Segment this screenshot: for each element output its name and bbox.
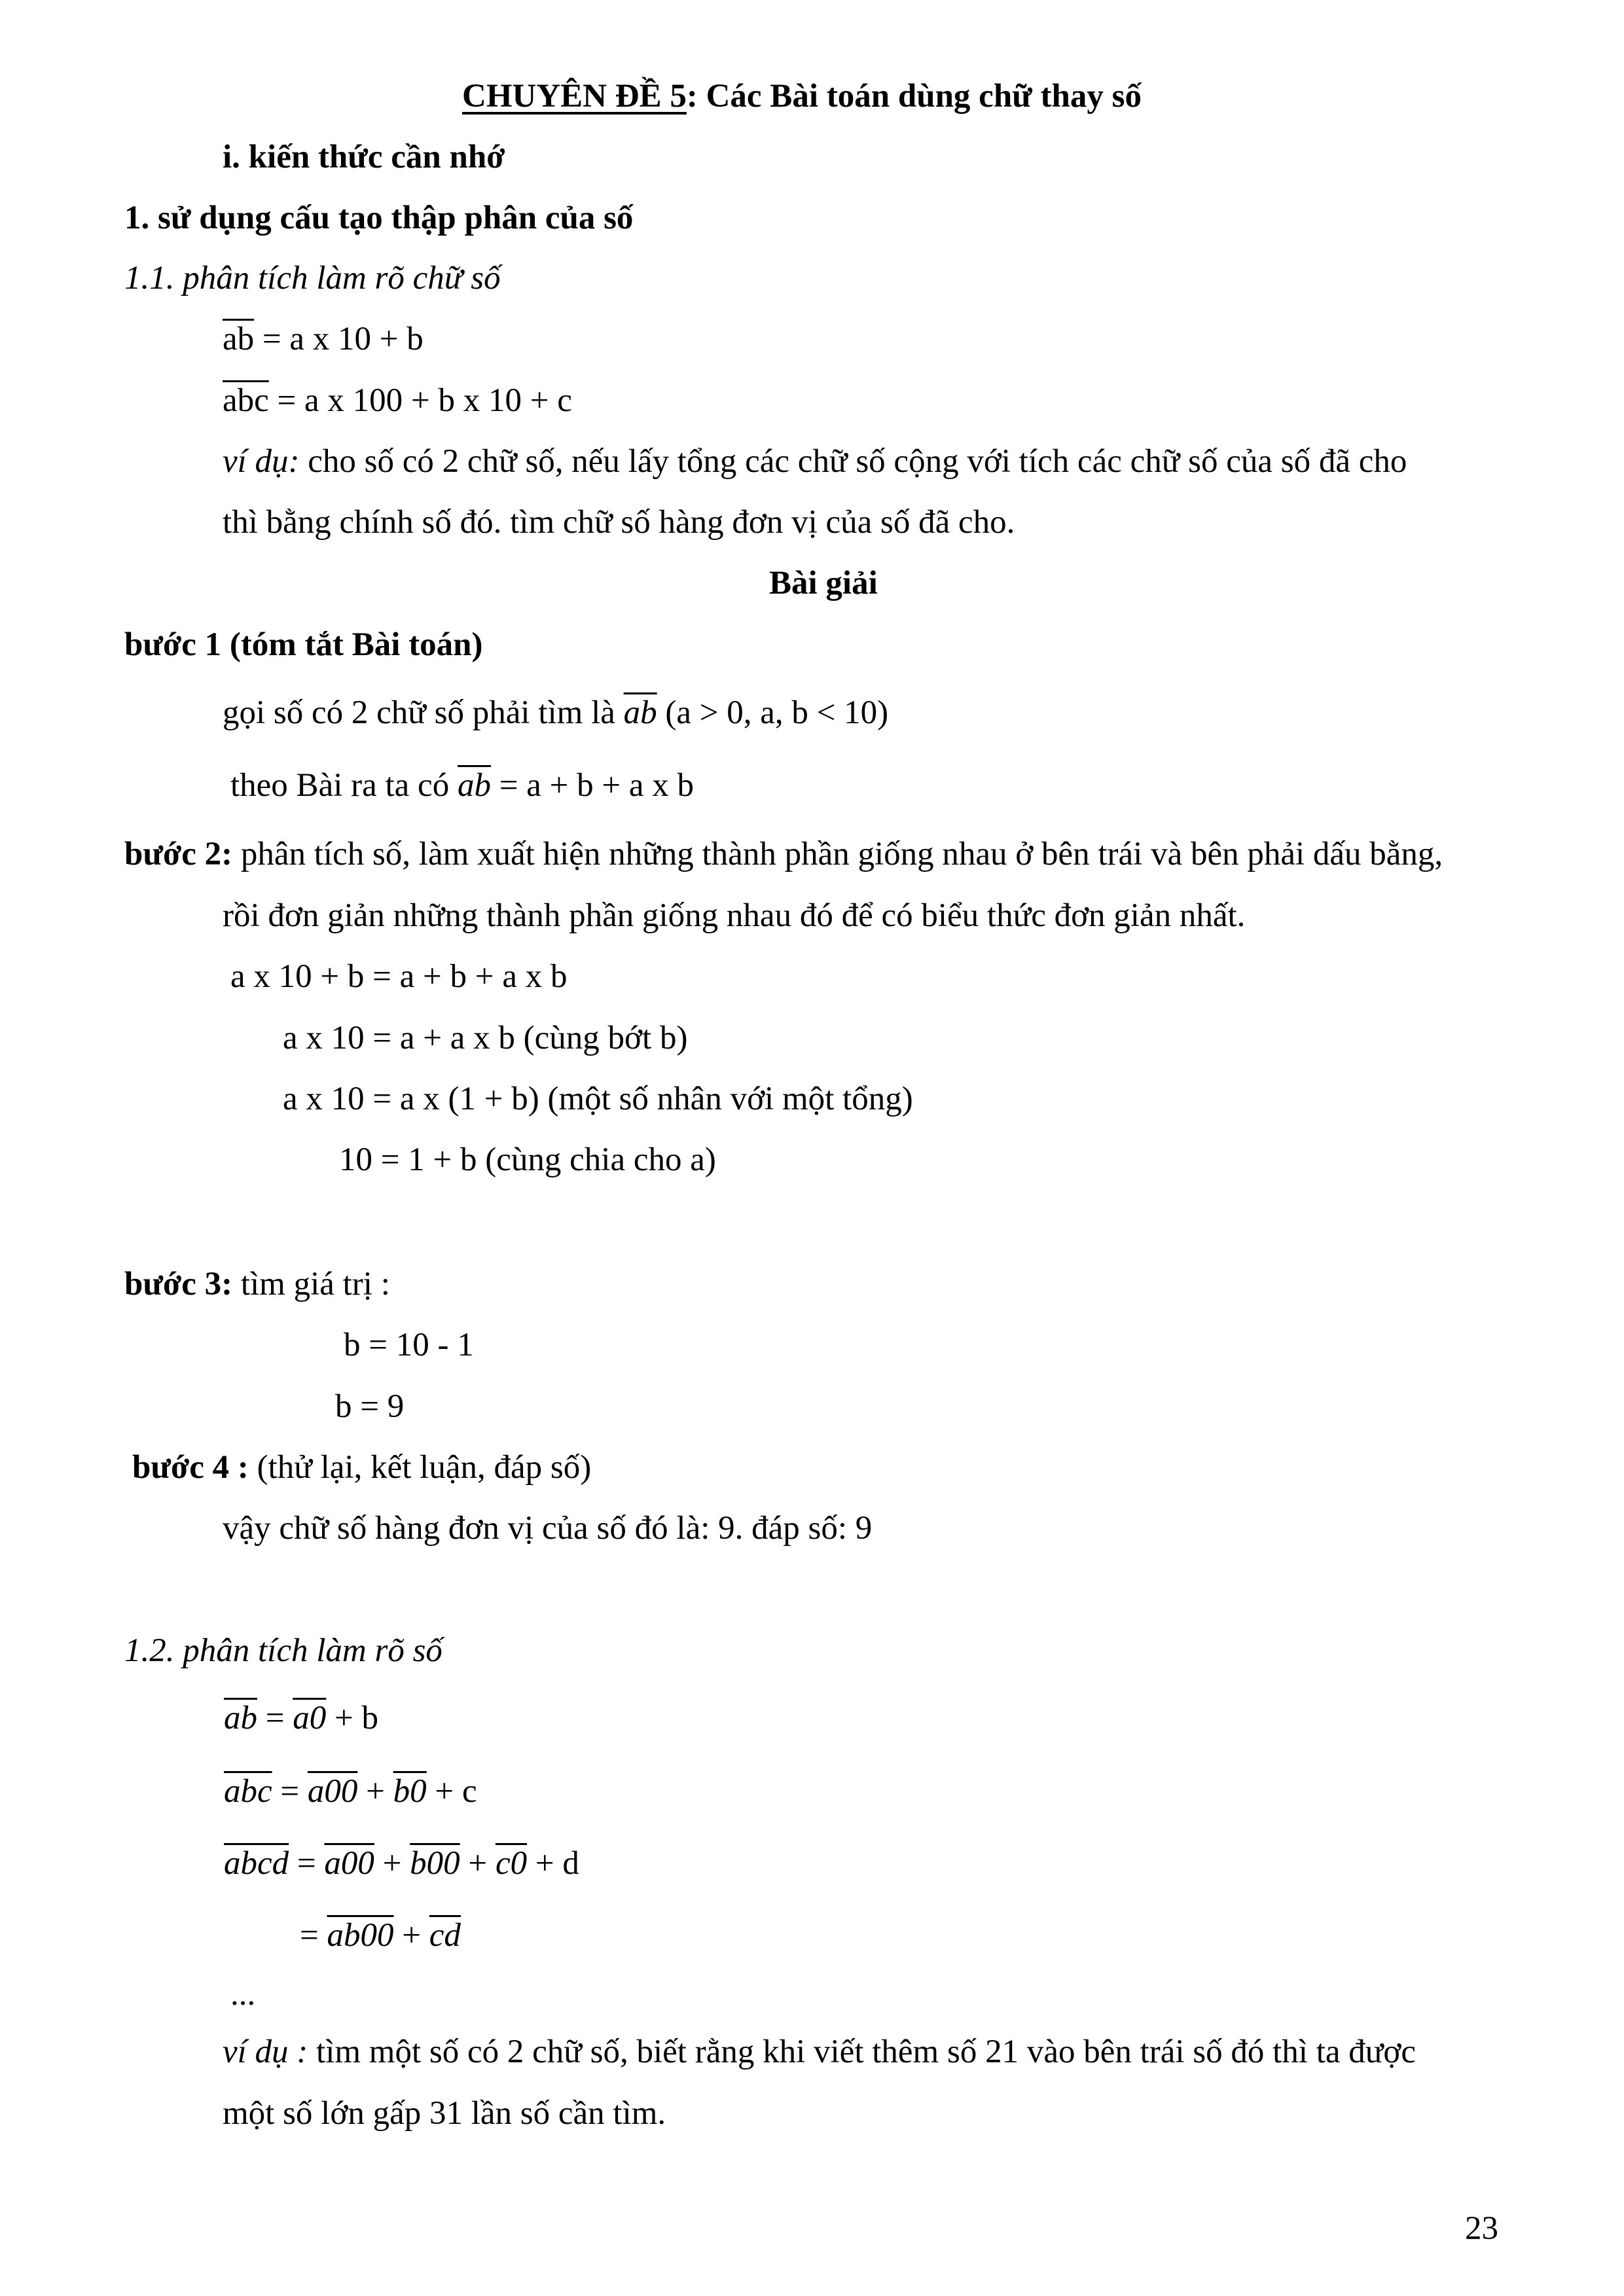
decomp-b0: b0 xyxy=(393,1773,427,1810)
step3-text: tìm giá trị : xyxy=(232,1266,390,1302)
decomp-d: d xyxy=(562,1845,579,1882)
decomp-cd: $\overline{cd}$ xyxy=(429,1917,461,1954)
decomp-ab00: ab00 xyxy=(327,1917,394,1954)
decomp-eq-1: = xyxy=(257,1700,293,1736)
step4-conclusion: vậy chữ số hàng đơn vị của số đó là: 9. đáp số: 9 xyxy=(223,1510,873,1547)
decomp-c0: c0 xyxy=(495,1845,528,1882)
decomp-abc: $\overline{abc}$ xyxy=(224,1773,272,1810)
step3-line xyxy=(124,1268,390,1301)
decomp-row-3 xyxy=(224,1847,579,1880)
step1-line2 xyxy=(230,769,694,802)
page-title xyxy=(462,80,1142,113)
step3-calc-2: b = 9 xyxy=(335,1388,405,1425)
decomp-ab: $\overline{ab}$ xyxy=(224,1700,257,1736)
subsection-1-2-heading: 1.2. phân tích làm rõ số xyxy=(124,1632,442,1669)
example2-label: ví dụ : xyxy=(223,2034,308,2070)
step2-calc-2: a x 10 = a + a x b (cùng bớt b) xyxy=(283,1020,688,1056)
decomp-plus-2a: + xyxy=(357,1773,393,1810)
step1-line1-post: (a > 0, a, b < 10) xyxy=(657,694,889,731)
step2-calc-3: a x 10 = a x (1 + b) (một số nhân với một tổng) xyxy=(283,1081,913,1117)
step1-heading: bước 1 (tóm tắt Bài toán) xyxy=(124,626,483,663)
decomp-b00: b00 xyxy=(410,1845,460,1882)
decomp-ellipsis: ... xyxy=(230,1976,256,2013)
decomp-row-2 xyxy=(224,1775,477,1808)
example1-label: ví dụ: xyxy=(223,443,300,480)
equation-ab-rest: = a x 10 + b xyxy=(254,321,424,357)
decomp-plus-3a: + xyxy=(374,1845,410,1882)
title-lead: CHUYÊN ĐỀ 5 xyxy=(462,78,687,115)
overline-abc: $\overline{abc}$ xyxy=(223,382,269,419)
step2-text1: phân tích số, làm xuất hiện những thành phần giống nhau ở bên trái và bên phải dấu bằng, xyxy=(232,836,1443,872)
equation-abc xyxy=(223,384,572,418)
decomp-row-1 xyxy=(224,1702,378,1735)
decomp-a0: a0 xyxy=(293,1700,327,1736)
equation-abc-rest: = a x 100 + b x 10 + c xyxy=(268,382,572,419)
step2-line1 xyxy=(124,838,1443,871)
decomp-eq-2: = xyxy=(272,1773,308,1810)
section-1-heading: 1. sử dụng cấu tạo thập phân của số xyxy=(124,200,634,236)
overline-ab: $\overline{ab}$ xyxy=(223,321,255,357)
step2-label: bước 2: xyxy=(124,836,233,872)
decomp-row-4 xyxy=(300,1919,461,1952)
step1-line2-pre: theo Bài ra ta có xyxy=(230,767,458,804)
decomp-plus-1: + xyxy=(326,1700,362,1736)
example1-line2: thì bằng chính số đó. tìm chữ số hàng đơn vị của số đã cho. xyxy=(223,504,1015,541)
example1-line1 xyxy=(223,445,1407,478)
example2-line1 xyxy=(223,2036,1416,2069)
step1-line1-pre: gọi số có 2 chữ số phải tìm là xyxy=(223,694,624,731)
decomp-eq-4: = xyxy=(300,1917,327,1954)
step1-var-ab-2: $\overline{ab}$ xyxy=(457,767,491,804)
decomp-plus-3b: + xyxy=(460,1845,496,1882)
step3-label: bước 3: xyxy=(124,1266,233,1302)
step1-var-ab: $\overline{ab}$ xyxy=(623,694,657,731)
section-i-heading: i. kiến thức cần nhớ xyxy=(223,139,505,175)
decomp-plus-4: + xyxy=(393,1917,429,1954)
equation-ab xyxy=(223,323,424,356)
step4-label: bước 4 : xyxy=(132,1449,249,1486)
example2-text1: tìm một số có 2 chữ số, biết rằng khi viết thêm số 21 vào bên trái số đó thì ta được xyxy=(308,2034,1416,2070)
step4-text: (thử lại, kết luận, đáp số) xyxy=(248,1449,592,1486)
title-rest: : Các Bài toán dùng chữ thay số xyxy=(686,78,1142,115)
subsection-1-1-heading: 1.1. phân tích làm rõ chữ số xyxy=(124,260,501,296)
decomp-b: b xyxy=(361,1700,379,1736)
example1-text1: cho số có 2 chữ số, nếu lấy tổng các chữ số cộng với tích các chữ số của số đã cho xyxy=(299,443,1407,480)
step4-line xyxy=(132,1451,591,1484)
solution-heading: Bài giải xyxy=(769,565,878,601)
step2-calc-1: a x 10 + b = a + b + a x b xyxy=(230,958,568,995)
step2-line2: rồi đơn giản những thành phần giống nhau đó để có biểu thức đơn giản nhất. xyxy=(223,897,1246,934)
decomp-a00-2: a00 xyxy=(324,1845,374,1882)
step1-line2-post: = a + b + a x b xyxy=(490,767,695,804)
step3-calc-1: b = 10 - 1 xyxy=(344,1327,474,1363)
decomp-eq-3: = xyxy=(289,1845,325,1882)
decomp-c: c xyxy=(461,1773,477,1810)
step1-line1 xyxy=(223,696,888,730)
decomp-a00: a00 xyxy=(307,1773,358,1810)
decomp-abcd: abcd xyxy=(224,1845,289,1882)
decomp-plus-3c: + xyxy=(527,1845,563,1882)
step2-calc-4: 10 = 1 + b (cùng chia cho a) xyxy=(339,1141,716,1178)
page-number: 23 xyxy=(1465,2210,1498,2247)
decomp-plus-2b: + xyxy=(426,1773,462,1810)
example2-line2: một số lớn gấp 31 lần số cần tìm. xyxy=(223,2095,666,2132)
